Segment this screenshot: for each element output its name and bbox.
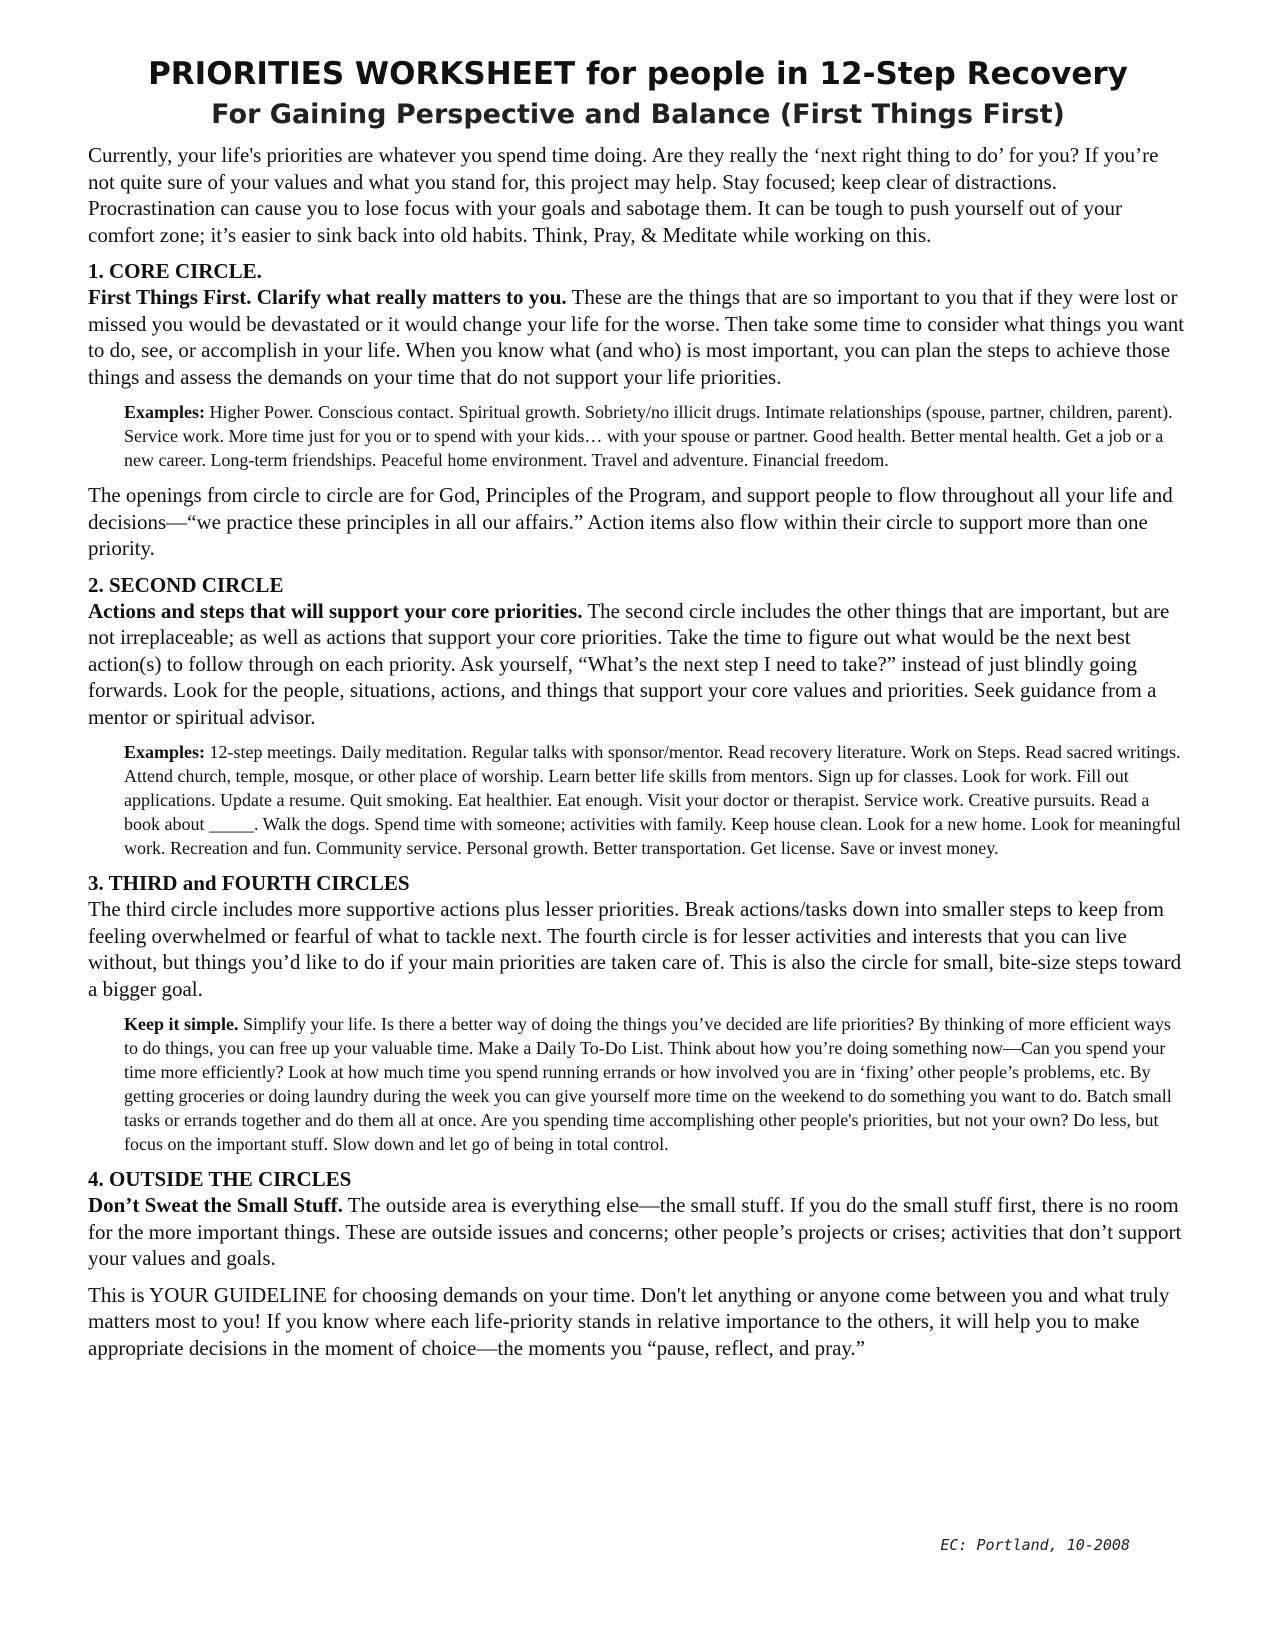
keep-it-simple-block [124, 1012, 1188, 1156]
section-third-fourth-circles [88, 870, 1188, 1156]
section-lead: First Things First. Clarify what really matters to you. [88, 285, 567, 309]
examples-text: Higher Power. Conscious contact. Spiritual growth. Sobriety/no illicit drugs. Intimate relationships (spouse, partner, children, parent). Service work. More time just for you or to spend with your kids… with your spouse or partner. Good health. Better mental health. Get a job or a new career. Long-term friendships. Peaceful home environment. Travel and adventure. Financial freedom. [124, 402, 1173, 470]
section-text: These are the things that are so important to you that if they were lost or missed you would be devastated or it would change your life for the worse. Then take some time to consider what things you want to do, see, or accomplish in your life. When you know what (and who) is most important, you can plan the steps to achieve those things and assess the demands on your time that do not support your life priorities. [88, 285, 1185, 389]
section-heading: 2. SECOND CIRCLE [88, 572, 284, 597]
page-title: PRIORITIES WORKSHEET for people in 12-Step Recovery [148, 56, 1128, 92]
section-text: The third circle includes more supportive actions plus lesser priorities. Break actions/tasks down into smaller steps to keep from feeling overwhelmed or fearful of what to tackle next. The fourth circle is for lesser activities and interests that you can live without, but things you’d like to do if your main priorities are taken care of. This is also the circle for small, bite-size steps toward a bigger goal. [88, 897, 1182, 1001]
examples-text: 12-step meetings. Daily meditation. Regular talks with sponsor/mentor. Read recovery literature. Work on Steps. Read sacred writings. Attend church, temple, mosque, or other place of worship. Learn better life skills from mentors. Sign up for classes. Look for work. Fill out applications. Update a resume. Quit smoking. Eat healthier. Eat enough. Visit your doctor or therapist. Service work. Creative pursuits. Read a book about _____. Walk the dogs. Spend time with someone; activities with family. Keep house clean. Look for a new home. Look for meaningful work. Recreation and fun. Community service. Personal growth. Better transportation. Get license. Save or invest money. [124, 742, 1181, 858]
section-outside-circles [88, 1166, 1188, 1272]
section-second-circle [88, 572, 1188, 861]
section-heading: 4. OUTSIDE THE CIRCLES [88, 1167, 352, 1191]
author-signature: EC: Portland, 10-2008 [940, 1536, 1130, 1554]
section-core-circle [88, 258, 1188, 562]
section-body [88, 284, 1188, 390]
keep-it-simple-label: Keep it simple. [124, 1014, 239, 1034]
section-body [88, 598, 1188, 731]
section-lead: Actions and steps that will support your core priorities. [88, 598, 583, 623]
section-heading: 1. CORE CIRCLE. [88, 259, 262, 283]
section-lead: Don’t Sweat the Small Stuff. [88, 1193, 343, 1217]
worksheet-page [88, 52, 1188, 1361]
examples-label: Examples: [124, 742, 205, 762]
openings-paragraph: The openings from circle to circle are for God, Principles of the Program, and support people to flow throughout all your life and decisions—“we practice these principles in all our affairs.” Action items also flow within their circle to support more than one priority. [88, 483, 1173, 560]
section-text: The second circle includes the other things that are important, but are not irreplaceable; as well as actions that support your core priorities. Take the time to figure out what would be the next best action(s) to follow through on each priority. Ask yourself, “What’s the next step I need to take?” instead of just blindly going forwards. Look for the people, situations, actions, and things that support your core values and priorities. Seek guidance from a mentor or spiritual advisor. [88, 598, 1170, 729]
examples-block [124, 740, 1188, 860]
section-text: The outside area is everything else—the small stuff. If you do the small stuff first, there is no room for the more important things. These are outside issues and concerns; other people’s projects or crises; activities that don’t support your values and goals. [88, 1193, 1182, 1270]
examples-block [124, 400, 1188, 472]
examples-label: Examples: [124, 402, 205, 422]
section-heading: 3. THIRD and FOURTH CIRCLES [88, 871, 410, 895]
closing-paragraph: This is YOUR GUIDELINE for choosing demands on your time. Don't let anything or anyone come between you and what truly matters most to you! If you know where each life-priority stands in relative importance to the others, it will help you to make appropriate decisions in the moment of choice—the moments you “pause, reflect, and pray.” [88, 1282, 1170, 1360]
intro-paragraph: Currently, your life's priorities are whatever you spend time doing. Are they really the ‘next right thing to do’ for you? If you’re not quite sure of your values and what you stand for, this project may help. Stay focused; keep clear of distractions. Procrastination can cause you to lose focus with your goals and sabotage them. It can be tough to push yourself out of your comfort zone; it’s easier to sink back into old habits. Think, Pray, & Meditate while working on this. [88, 143, 1159, 247]
keep-it-simple-text: Simplify your life. Is there a better way of doing the things you’ve decided are life priorities? By thinking of more efficient ways to do things, you can free up your valuable time. Make a Daily To-Do List. Think about how you’re doing something now—Can you spend your time more efficiently? Look at how much time you spend running errands or how involved you are in ‘fixing’ other people’s problems, etc. By getting groceries or doing laundry during the week you can give yourself more time on the weekend to do something you want to do. Batch small tasks or errands together and do them all at once. Are you spending time accomplishing other people's priorities, but not your own? Do less, but focus on the important stuff. Slow down and let go of being in total control. [124, 1014, 1172, 1154]
page-subtitle: For Gaining Perspective and Balance (First Things First) [211, 99, 1065, 130]
section-body [88, 1192, 1188, 1272]
